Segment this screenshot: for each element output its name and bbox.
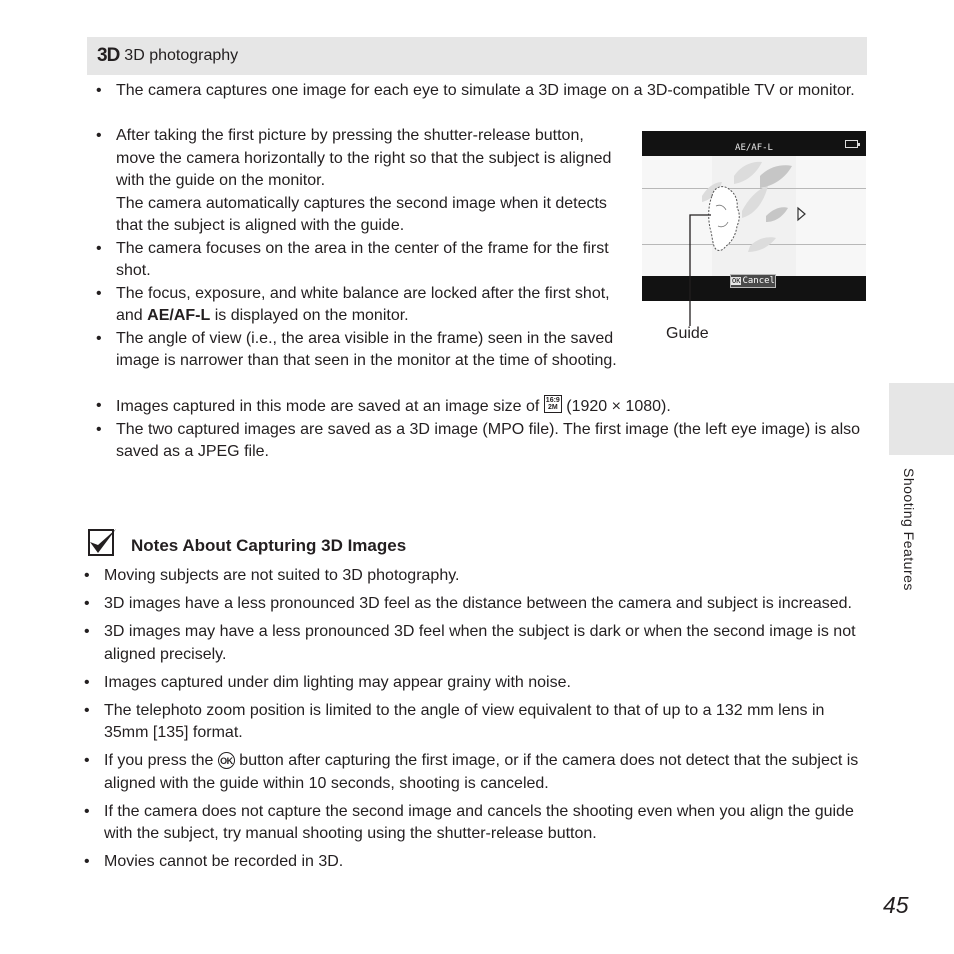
- list-item: • The camera captures one image for each eye to simulate a 3D image on a 3D-compatible TV or monitor.: [88, 80, 868, 103]
- list-item: • 3D images have a less pronounced 3D feel as the distance between the camera and subject is increased.: [76, 593, 866, 616]
- list-item: • The camera focuses on the area in the center of the frame for the first shot.: [88, 238, 618, 283]
- camera-monitor-illustration: [642, 131, 866, 301]
- move-right-indicator-icon: [798, 208, 805, 220]
- section-header: [87, 37, 867, 75]
- guide-label: Guide: [666, 325, 709, 342]
- check-mark-icon: [88, 529, 118, 557]
- list-item: • The telephoto zoom position is limited to the angle of view equivalent to that of up to a 132 mm lens in 35mm [135] format.: [76, 700, 866, 745]
- notes-bullet-list: [76, 565, 866, 879]
- list-item: • The focus, exposure, and white balance are locked after the first shot, and AE/AF-L is displayed on the monitor.: [88, 283, 618, 328]
- 3d-mode-icon: 3D: [97, 45, 120, 66]
- list-item: • Moving subjects are not suited to 3D photography.: [76, 565, 866, 588]
- chapter-tab: [889, 383, 954, 455]
- intro-bullet-list: [88, 80, 868, 103]
- subject-guide-image: [642, 156, 866, 276]
- procedure-bullet-list: [88, 125, 618, 373]
- ok-button-icon: OK: [218, 752, 235, 769]
- cancel-prompt: OK Cancel: [732, 276, 775, 286]
- list-item: • If the camera does not capture the second image and cancels the shooting even when you align the guide with the subject, try manual shooting using the shutter-release button.: [76, 801, 866, 846]
- image-size-icon: 16:9 2M: [545, 397, 560, 411]
- notes-title: Notes About Capturing 3D Images: [131, 536, 407, 555]
- chapter-label: Shooting Features: [901, 468, 917, 591]
- list-item: • Movies cannot be recorded in 3D.: [76, 851, 866, 874]
- list-item: • Images captured under dim lighting may appear grainy with noise.: [76, 672, 866, 695]
- page-number: 45: [883, 892, 909, 918]
- list-item: • 3D images may have a less pronounced 3D feel when the subject is dark or when the second image is not aligned precisely.: [76, 621, 866, 666]
- ae-af-lock-icon: AE/AF-L: [147, 307, 211, 324]
- list-item: • The angle of view (i.e., the area visible in the frame) seen in the saved image is narrower than that seen in the monitor at the time of shooting.: [88, 328, 618, 373]
- ok-button-icon: OK: [732, 277, 741, 285]
- list-item: • The two captured images are saved as a 3D image (MPO file). The first image (the left eye image) is also saved as a JPEG file.: [88, 419, 868, 464]
- list-item: • Images captured in this mode are saved at an image size of 16:9 2M (1920 × 1080).: [88, 395, 868, 419]
- section-title: 3D photography: [124, 47, 239, 64]
- storage-bullet-list: [88, 395, 868, 464]
- ae-af-lock-indicator: AE/AF-L: [735, 143, 773, 153]
- guide-callout-line: [680, 210, 720, 330]
- camera-viewfinder: [642, 156, 866, 276]
- battery-icon: [845, 140, 858, 148]
- list-item: • After taking the first picture by pressing the shutter-release button, move the camera horizontally to the right so that the subject is aligned with the guide on the monitor. The camera automatically captures the second image when it detects that the subject is aligned with the guide.: [88, 125, 618, 238]
- list-item: • If you press the OK button after capturing the first image, or if the camera does not detect that the subject is aligned with the guide within 10 seconds, shooting is canceled.: [76, 750, 866, 795]
